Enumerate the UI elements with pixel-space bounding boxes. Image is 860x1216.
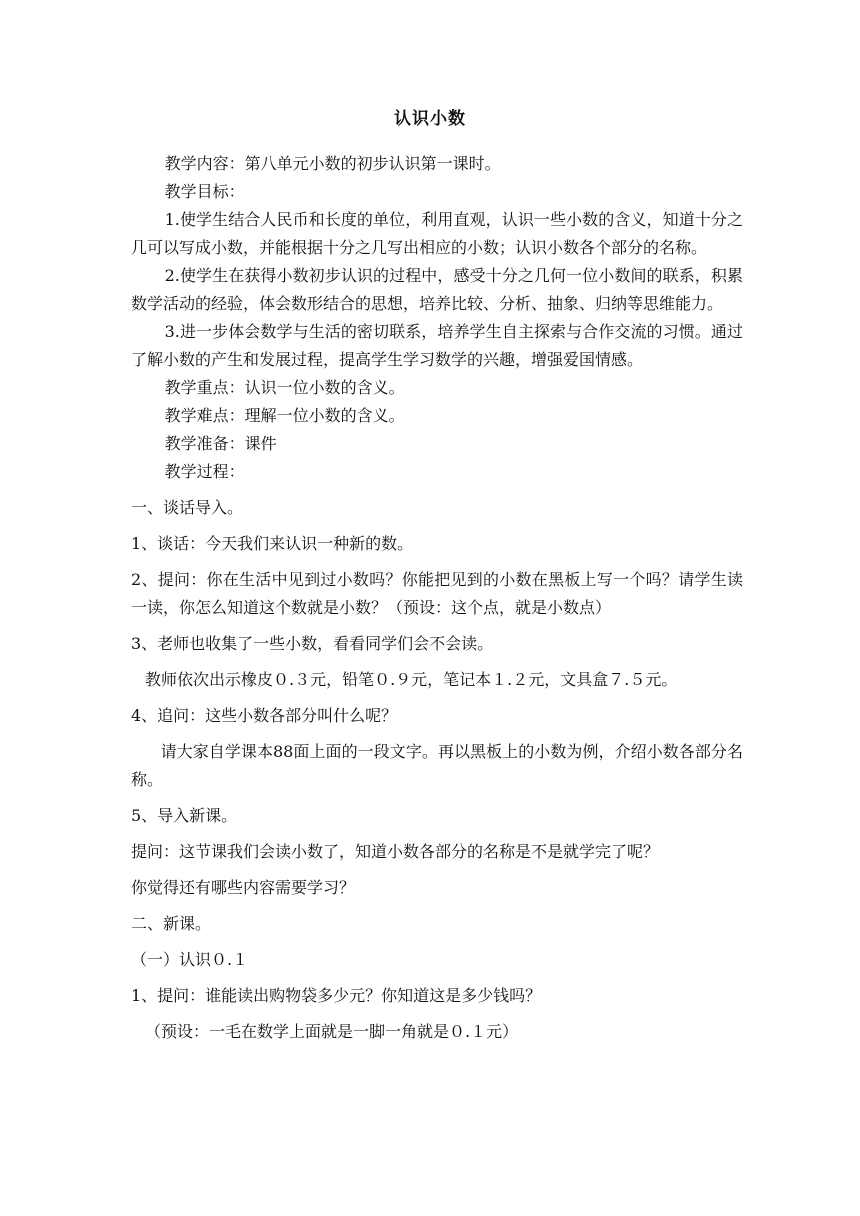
document-title: 认识小数	[394, 109, 466, 129]
paragraph-goal-3: 3.进一步体会数学与生活的密切联系，培养学生自主探索与合作交流的习惯。通过了解小数的产生和发展过程，提高学生学习数学的兴趣，增强爱国情感。	[131, 322, 743, 369]
paragraph-teaching-goals-heading: 教学目标：	[164, 182, 245, 201]
paragraph-new-step-1: 1、提问：谁能读出购物袋多少元？你知道这是多少钱吗？	[131, 986, 542, 1005]
paragraph-step-4: 4、追问：这些小数各部分叫什么呢？	[131, 706, 398, 725]
paragraph-step-5: 5、导入新课。	[131, 806, 238, 825]
paragraph-step-2: 2、提问：你在生活中见到过小数吗？你能把见到的小数在黑板上写一个吗？请学生读一读，你怎么知道这个数就是小数？（预设：这个点，就是小数点）	[131, 570, 743, 617]
paragraph-preset-answer: （预设：一毛在数学上面就是一脚一角就是０.１元）	[145, 1022, 519, 1041]
paragraph-question: 提问：这节课我们会读小数了，知道小数各部分的名称是不是就学完了呢？	[131, 842, 660, 861]
section-heading-intro: 一、谈话导入。	[131, 498, 244, 517]
paragraph-teacher-shows: 教师依次出示橡皮０.３元，铅笔０.９元，笔记本１.２元，文具盒７.５元。	[145, 670, 678, 689]
paragraph-question-followup: 你觉得还有哪些内容需要学习？	[131, 878, 356, 897]
section-heading-new-lesson: 二、新课。	[131, 914, 212, 933]
paragraph-process-heading: 教学过程：	[164, 462, 245, 481]
document-body	[131, 150, 743, 1046]
paragraph-step-1: 1、谈话：今天我们来认识一种新的数。	[131, 534, 414, 553]
paragraph-preparation: 教学准备：课件	[164, 434, 277, 453]
paragraph-key-point: 教学重点：认识一位小数的含义。	[164, 378, 405, 397]
subsection-heading-know-0-1: （一）认识０.１	[131, 950, 249, 969]
paragraph-teaching-content: 教学内容：第八单元小数的初步认识第一课时。	[164, 154, 501, 173]
paragraph-difficulty: 教学难点：理解一位小数的含义。	[164, 406, 405, 425]
paragraph-goal-2: 2.使学生在获得小数初步认识的过程中，感受十分之几何一位小数间的联系，积累数学活动的经验，体会数形结合的思想，培养比较、分析、抽象、归纳等思维能力。	[131, 266, 743, 313]
paragraph-step-3: 3、老师也收集了一些小数，看看同学们会不会读。	[131, 634, 494, 653]
paragraph-self-study: 请大家自学课本88面上面的一段文字。再以黑板上的小数为例，介绍小数各部分名称。	[131, 742, 743, 789]
paragraph-goal-1: 1.使学生结合人民币和长度的单位，利用直观，认识一些小数的含义，知道十分之几可以写成小数，并能根据十分之几写出相应的小数；认识小数各个部分的名称。	[131, 210, 743, 257]
